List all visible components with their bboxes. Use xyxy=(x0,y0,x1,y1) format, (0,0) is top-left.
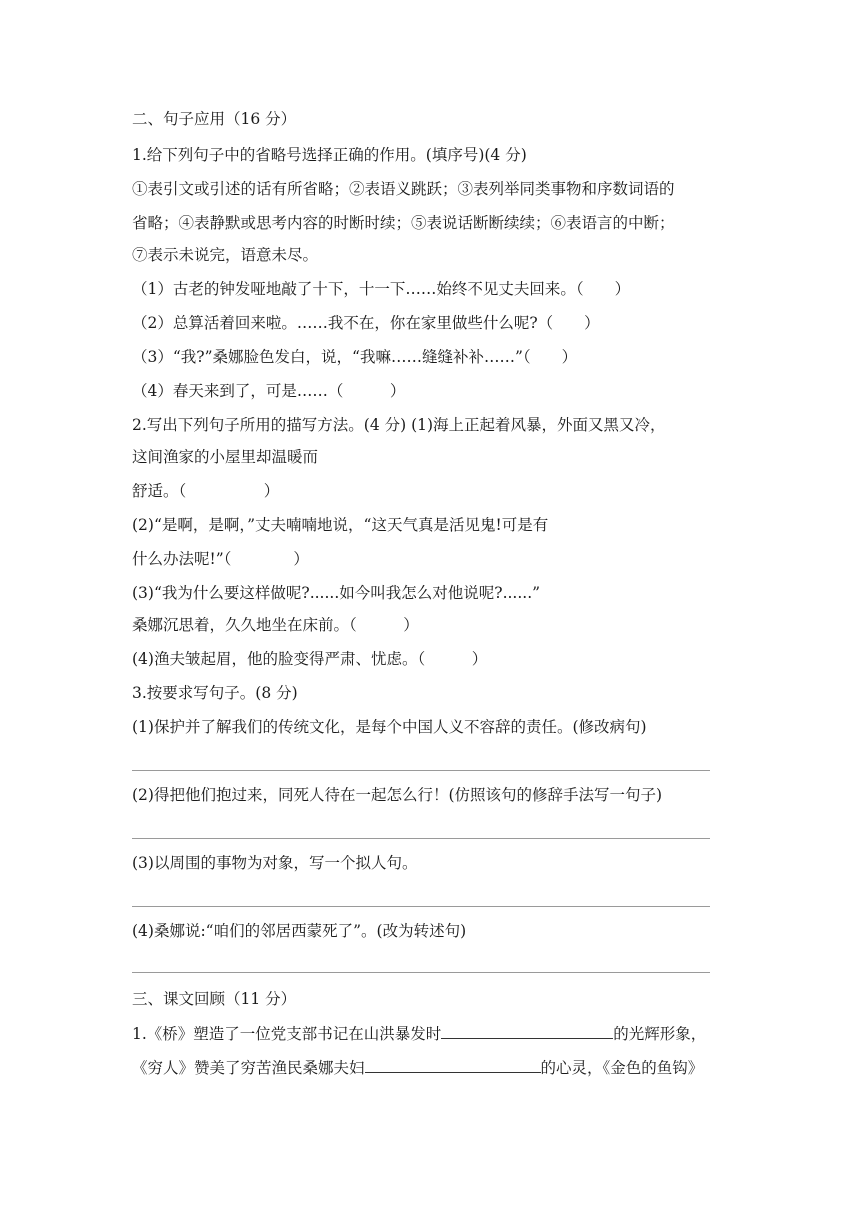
answer-line[interactable] xyxy=(132,972,710,973)
q2-line: (3)“我为什么要这样做呢?......如今叫我怎么对他说呢?......” xyxy=(132,584,541,602)
q1-item: （2）总算活着回来啦。……我不在，你在家里做些什么呢?（ ） xyxy=(132,314,600,332)
q1-options-line: ①表引文或引述的话有所省略；②表语义跳跃；③表列举同类事物和序数词语的 xyxy=(132,180,675,198)
answer-line[interactable] xyxy=(132,906,710,907)
q2-line: (2)“是啊，是啊，”丈夫喃喃地说，“这天气真是活见鬼!可是有 xyxy=(132,516,549,534)
s3-q1-line xyxy=(132,1056,703,1079)
q3-item: (2)得把他们抱过来，同死人待在一起怎么行！(仿照该句的修辞手法写一句子) xyxy=(132,786,663,804)
q1-item: （1）古老的钟发哑地敲了十下，十一下……始终不见丈夫回来。（ ） xyxy=(132,280,631,298)
q2-line: 桑娜沉思着，久久地坐在床前。（ ） xyxy=(132,616,419,634)
s3-q1-text: 的光辉形象， xyxy=(613,1025,707,1043)
q3-item: (4)桑娜说:“咱们的邻居西蒙死了”。(改为转述句) xyxy=(132,922,467,940)
q1-item: （4）春天来到了，可是……（ ） xyxy=(132,382,406,400)
answer-line[interactable] xyxy=(132,770,710,771)
q1-options-line: 省略；④表静默或思考内容的时断时续；⑤表说话断断续续；⑥表语言的中断； xyxy=(132,214,675,232)
section-2-title: 二、句子应用（16 分） xyxy=(132,110,297,128)
q1-stem: 1.给下列句子中的省略号选择正确的作用。(填序号)(4 分) xyxy=(132,146,527,164)
q1-item: （3）“我?”桑娜脸色发白，说，“我嘛……缝缝补补……”（ ） xyxy=(132,348,578,366)
fill-blank[interactable] xyxy=(365,1056,541,1073)
q3-item: (3)以周围的事物为对象，写一个拟人句。 xyxy=(132,854,418,872)
section-3-title: 三、课文回顾（11 分） xyxy=(132,990,297,1008)
s3-q1-line xyxy=(132,1022,706,1045)
q1-options-line: ⑦表示未说完，语意未尽。 xyxy=(132,246,319,264)
q2-line: 舒适。（ ） xyxy=(132,482,280,500)
fill-blank[interactable] xyxy=(441,1022,613,1039)
q2-line: 什么办法呢!”（ ） xyxy=(132,550,309,568)
q3-stem: 3.按要求写句子。(8 分) xyxy=(132,684,298,702)
q2-line: 这间渔家的小屋里却温暖而 xyxy=(132,448,319,466)
s3-q1-text: 1.《桥》塑造了一位党支部书记在山洪暴发时 xyxy=(132,1025,442,1043)
s3-q1-text: 的心灵，《金色的鱼钩》 xyxy=(540,1059,704,1077)
answer-line[interactable] xyxy=(132,838,710,839)
q2-line: (4)渔夫皱起眉，他的脸变得严肃、忧虑。（ ） xyxy=(132,650,488,668)
q3-item: (1)保护并了解我们的传统文化，是每个中国人义不容辞的责任。(修改病句) xyxy=(132,718,647,736)
q2-line: 2.写出下列句子所用的描写方法。(4 分) (1)海上正起着风暴，外面又黑又冷， xyxy=(132,416,666,434)
s3-q1-text: 《穷人》赞美了穷苦渔民桑娜夫妇 xyxy=(132,1059,365,1077)
